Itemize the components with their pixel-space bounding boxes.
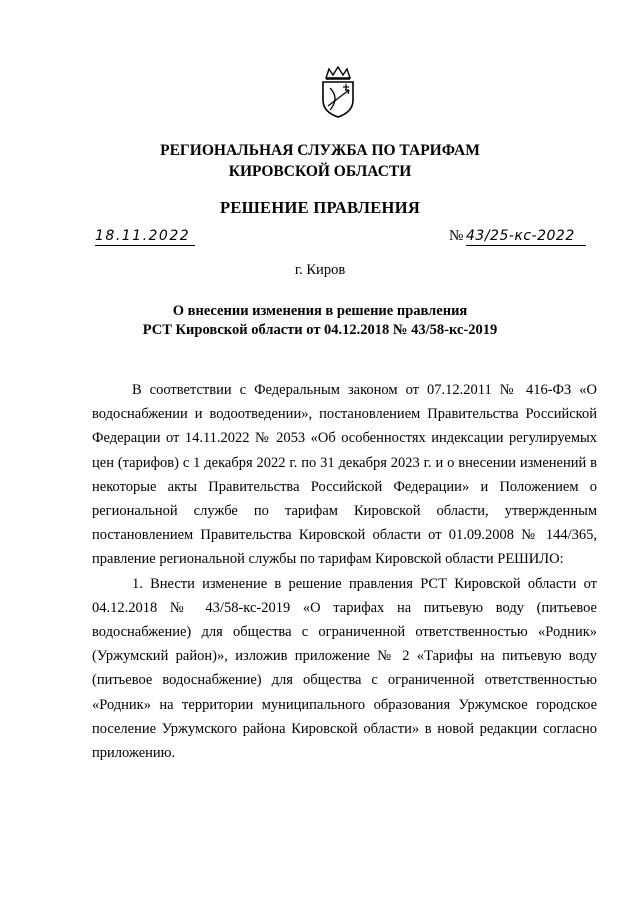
org-name-line2: КИРОВСКОЙ ОБЛАСТИ [228, 163, 412, 180]
document-body [92, 378, 597, 765]
document-type: РЕШЕНИЕ ПРАВЛЕНИЯ [219, 198, 421, 217]
paragraph-preamble: В соответствии с Федеральным законом от 07.12.2011 № 416-ФЗ «О водоснабжении и водоотведении», постановлением Правительства Российской Федерации от 14.11.2022 № 2053 «Об особенностях индексации регулируемых цен (тарифов) с 1 декабря 2022 г. по 31 декабря 2023 г. и о внесении изменений в некоторые акты Правительства Российской Федерации» и Положением о региональной службе по тарифам Кировской области, утвержденным постановлением Правительства Кировской области от 01.09.2008 № 144/365, правление региональной службы по тарифам Кировской области РЕШИЛО: [92, 382, 597, 568]
subject-line1: О внесении изменения в решение правления [172, 303, 468, 319]
kirov-coat-of-arms-icon [318, 66, 358, 118]
document-date: 18.11.2022 [95, 227, 195, 246]
subject-line2: РСТ Кировской области от 04.12.2018 № 43/58-кс-2019 [142, 322, 498, 338]
document-number: 43/25-кс-2022 [466, 227, 586, 246]
paragraph-item-1: 1. Внести изменение в решение правления РСТ Кировской области от 04.12.2018 № 43/58-кс-2019 «О тарифах на питьевую воду (питьевое водоснабжение) для общества с ограниченной ответственностью «Родник» (Уржумский район)», изложив приложение № 2 «Тарифы на питьевую воду (питьевое водоснабжение) для общества с ограниченной ответственностью «Родник» на территории муниципального образования Уржумское городское поселение Уржумского района Кировской области» в новой редакции согласно приложению. [92, 575, 597, 762]
city: г. Киров [294, 262, 346, 278]
org-name-line1: РЕГИОНАЛЬНАЯ СЛУЖБА ПО ТАРИФАМ [160, 142, 480, 159]
number-label: № [449, 228, 464, 244]
